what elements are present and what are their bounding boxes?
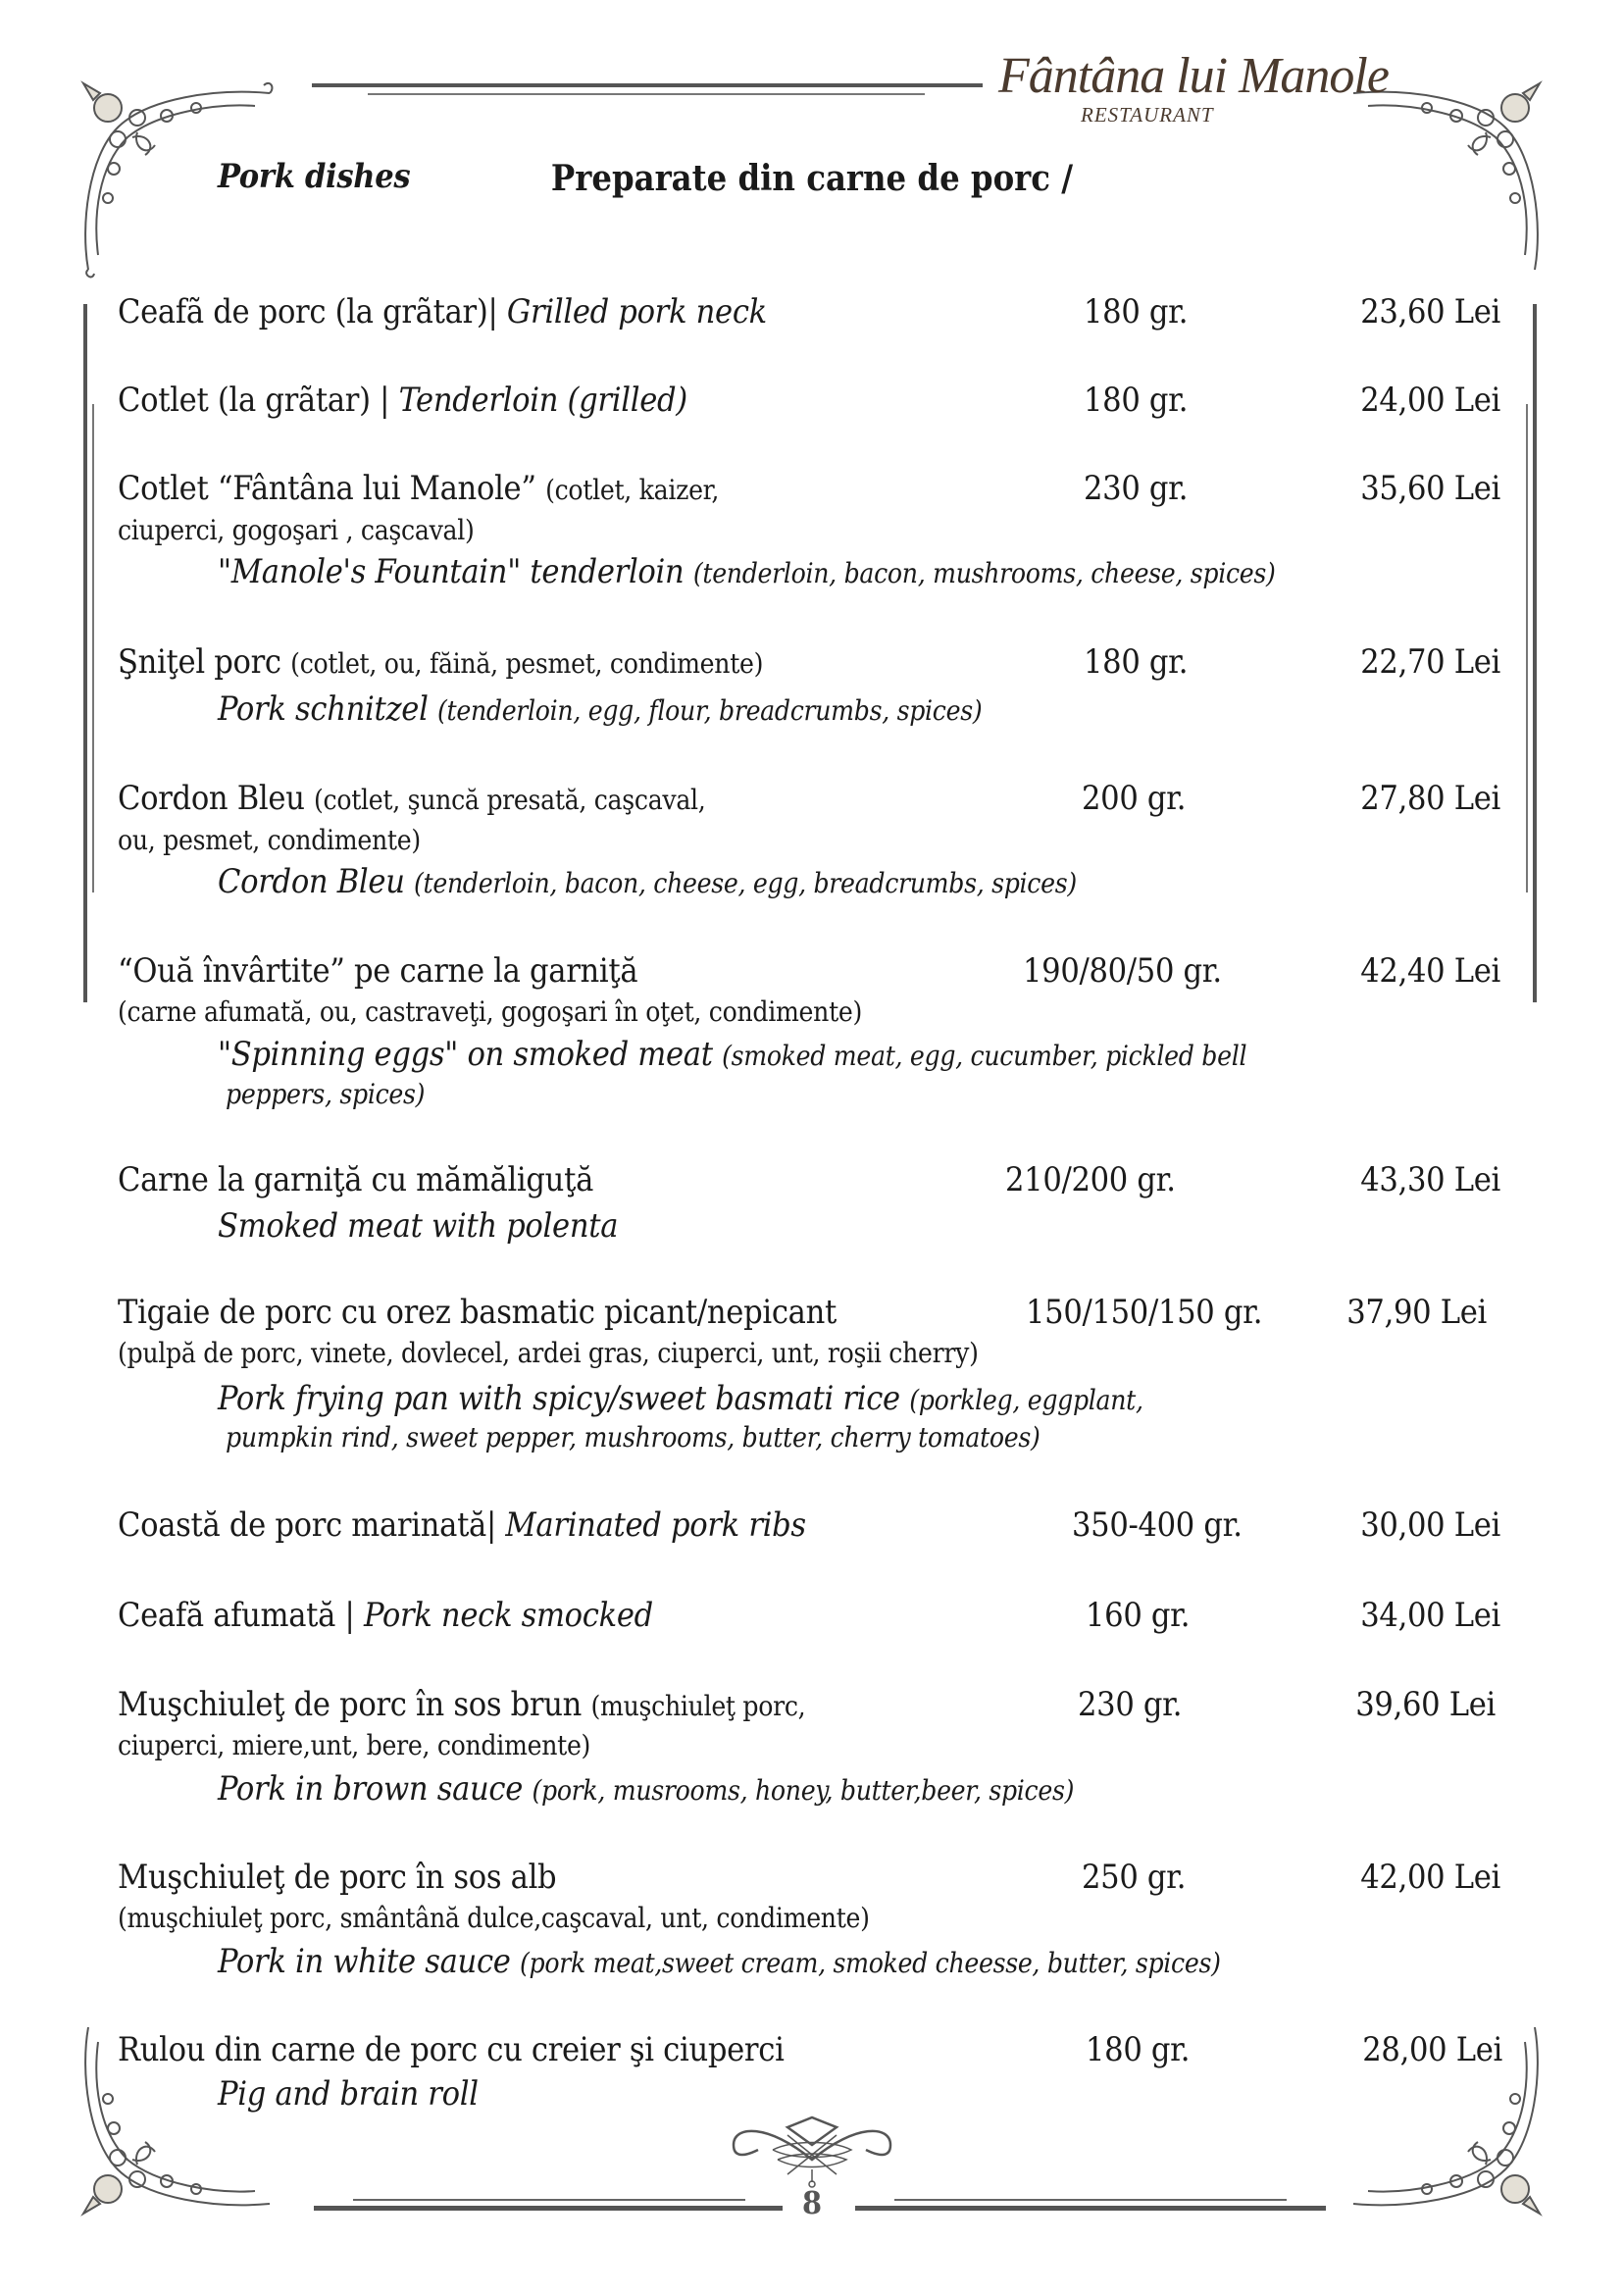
item-name bbox=[118, 469, 719, 510]
item-weight: 160 gr. bbox=[1086, 1596, 1191, 1635]
left-border-thick bbox=[83, 304, 87, 1002]
footer-rule-thick-left bbox=[314, 2206, 783, 2211]
item-name-ro: Ceafã de porc (la grãtar)| bbox=[118, 292, 507, 331]
item-price: 27,80 Lei bbox=[1360, 779, 1500, 818]
item-ingredients-ro-cont: ciuperci, miere,unt, bere, condimente) bbox=[118, 1729, 591, 1761]
item-name-ro: Şniţel porc bbox=[118, 642, 291, 682]
item-ingredients-ro-cont: ou, pesmet, condimente) bbox=[118, 824, 421, 856]
item-weight: 190/80/50 gr. bbox=[1023, 951, 1222, 991]
item-price: 34,00 Lei bbox=[1360, 1596, 1500, 1635]
item-ingredients-ro: (muşchiuleţ porc, bbox=[590, 1690, 806, 1722]
item-name-ro: Coastă de porc marinată| bbox=[118, 1505, 506, 1545]
right-border-thick bbox=[1533, 304, 1537, 1002]
header-rule-thin bbox=[368, 93, 925, 95]
item-ingredients-ro: (cotlet, şuncă presată, caşcaval, bbox=[314, 784, 706, 816]
item-name-en: Smoked meat with polenta bbox=[218, 1206, 619, 1246]
item-name-ro: Ceafă afumată | bbox=[118, 1596, 364, 1635]
item-price: 23,60 Lei bbox=[1360, 292, 1500, 331]
item-weight: 180 gr. bbox=[1084, 642, 1189, 682]
item-ingredients-en: (tenderloin, bacon, mushrooms, cheese, spices) bbox=[692, 557, 1276, 589]
item-name: Muşchiuleţ de porc în sos alb bbox=[118, 1858, 557, 1897]
item-ingredients-ro: (cotlet, ou, făină, pesmet, condimente) bbox=[290, 647, 764, 680]
footer-flourish-ornament bbox=[729, 2116, 895, 2189]
item-ingredients-ro: (pulpă de porc, vinete, dovlecel, ardei gras, ciuperci, unt, roşii cherry) bbox=[118, 1337, 979, 1369]
item-name-en-line bbox=[218, 689, 982, 731]
item-price: 37,90 Lei bbox=[1346, 1293, 1487, 1332]
header-rule-thick bbox=[312, 83, 983, 87]
footer-rule-thin-left bbox=[353, 2199, 745, 2201]
item-name-ro: Cordon Bleu bbox=[118, 779, 315, 818]
item-weight: 250 gr. bbox=[1082, 1858, 1187, 1897]
item-name-en: Tenderloin (grilled) bbox=[398, 381, 687, 420]
title-romanian: Preparate din carne de porc / bbox=[550, 158, 1074, 199]
item-name: “Ouă învârtite” pe carne la garniţă bbox=[118, 951, 638, 991]
footer-rule-thick-right bbox=[855, 2206, 1326, 2211]
item-price: 43,30 Lei bbox=[1360, 1160, 1500, 1199]
page-number: 8 bbox=[801, 2184, 823, 2221]
item-weight: 150/150/150 gr. bbox=[1026, 1293, 1263, 1332]
item-name bbox=[118, 642, 763, 684]
item-name-ro: Muşchiuleţ de porc în sos brun bbox=[118, 1685, 591, 1724]
item-name: Rulou din carne de porc cu creier şi ciuperci bbox=[118, 2030, 785, 2069]
restaurant-logo-name: Fântâna lui Manole bbox=[998, 48, 1389, 104]
item-ingredients-en-cont: peppers, spices) bbox=[226, 1078, 426, 1110]
item-weight: 180 gr. bbox=[1086, 2030, 1191, 2069]
page-title bbox=[0, 157, 1624, 200]
item-price: 24,00 Lei bbox=[1360, 381, 1500, 420]
item-name bbox=[118, 1505, 806, 1545]
item-name-en: Marinated pork ribs bbox=[505, 1505, 806, 1545]
item-name-en: "Spinning eggs" on smoked meat bbox=[218, 1035, 723, 1074]
item-weight: 210/200 gr. bbox=[1005, 1160, 1176, 1199]
item-name bbox=[118, 779, 706, 820]
item-weight: 180 gr. bbox=[1084, 292, 1189, 331]
item-ingredients-ro: (cotlet, kaizer, bbox=[545, 474, 720, 506]
item-name-en: Pork neck smocked bbox=[363, 1596, 653, 1635]
item-name-en: Pork in white sauce bbox=[218, 1942, 521, 1981]
item-name-ro: Cotlet “Fântâna lui Manole” bbox=[118, 469, 546, 508]
title-english: Pork dishes bbox=[218, 157, 411, 196]
item-name: Tigaie de porc cu orez basmatic picant/nepicant bbox=[118, 1293, 837, 1332]
item-price: 22,70 Lei bbox=[1360, 642, 1500, 682]
item-weight: 200 gr. bbox=[1082, 779, 1187, 818]
item-ingredients-en: (smoked meat, egg, cucumber, pickled bell bbox=[722, 1040, 1247, 1072]
item-ingredients-en: (tenderloin, bacon, cheese, egg, breadcrumbs, spices) bbox=[414, 867, 1077, 899]
item-name-en-line bbox=[218, 1379, 1143, 1420]
item-name-en: Pig and brain roll bbox=[218, 2074, 479, 2114]
item-ingredients-ro: (muşchiuleţ porc, smântână dulce,caşcaval, unt, condimente) bbox=[118, 1902, 870, 1934]
restaurant-logo-subtitle: RESTAURANT bbox=[1081, 103, 1214, 127]
item-name-en: Pork in brown sauce bbox=[218, 1769, 533, 1809]
item-price: 39,60 Lei bbox=[1355, 1685, 1496, 1724]
item-ingredients-en-cont: pumpkin rind, sweet pepper, mushrooms, butter, cherry tomatoes) bbox=[226, 1421, 1040, 1453]
item-ingredients-ro: (carne afumată, ou, castraveţi, gogoşari în oţet, condimente) bbox=[118, 995, 863, 1028]
item-name-en: "Manole's Fountain" tenderloin bbox=[218, 552, 693, 591]
item-name bbox=[118, 381, 687, 420]
item-weight: 180 gr. bbox=[1084, 381, 1189, 420]
item-ingredients-ro-cont: ciuperci, gogoşari , caşcaval) bbox=[118, 514, 475, 546]
item-weight: 230 gr. bbox=[1084, 469, 1189, 508]
item-name bbox=[118, 1596, 653, 1635]
right-border-thin bbox=[1526, 404, 1528, 892]
item-name-en: Pork frying pan with spicy/sweet basmati rice bbox=[218, 1379, 910, 1418]
item-price: 42,00 Lei bbox=[1360, 1858, 1500, 1897]
footer-rule-thin-right bbox=[894, 2199, 1287, 2201]
item-ingredients-en: (pork, musrooms, honey, butter,beer, spices) bbox=[532, 1774, 1075, 1807]
item-name-en-line bbox=[218, 1035, 1246, 1076]
item-weight: 350-400 gr. bbox=[1072, 1505, 1243, 1545]
left-border-thin bbox=[92, 404, 94, 892]
item-name bbox=[118, 1685, 805, 1726]
item-name-en-line bbox=[218, 1769, 1074, 1810]
item-name-en-line bbox=[218, 552, 1276, 593]
item-name-en: Cordon Bleu bbox=[218, 862, 415, 901]
item-name bbox=[118, 292, 767, 331]
item-ingredients-en: (porkleg, eggplant, bbox=[909, 1384, 1143, 1416]
item-price: 35,60 Lei bbox=[1360, 469, 1500, 508]
item-name-en-line bbox=[218, 1942, 1221, 1983]
item-weight: 230 gr. bbox=[1078, 1685, 1183, 1724]
item-name-en: Pork schnitzel bbox=[218, 689, 437, 729]
item-name-en-line bbox=[218, 862, 1077, 903]
item-name-en: Grilled pork neck bbox=[506, 292, 767, 331]
item-name-ro: Cotlet (la grãtar) | bbox=[118, 381, 399, 420]
item-price: 30,00 Lei bbox=[1360, 1505, 1500, 1545]
item-ingredients-en: (tenderloin, egg, flour, breadcrumbs, spices) bbox=[437, 694, 983, 727]
item-price: 28,00 Lei bbox=[1362, 2030, 1502, 2069]
item-name: Carne la garniţă cu mămăliguţă bbox=[118, 1160, 593, 1199]
item-price: 42,40 Lei bbox=[1360, 951, 1500, 991]
item-ingredients-en: (pork meat,sweet cream, smoked cheesse, butter, spices) bbox=[520, 1947, 1221, 1979]
